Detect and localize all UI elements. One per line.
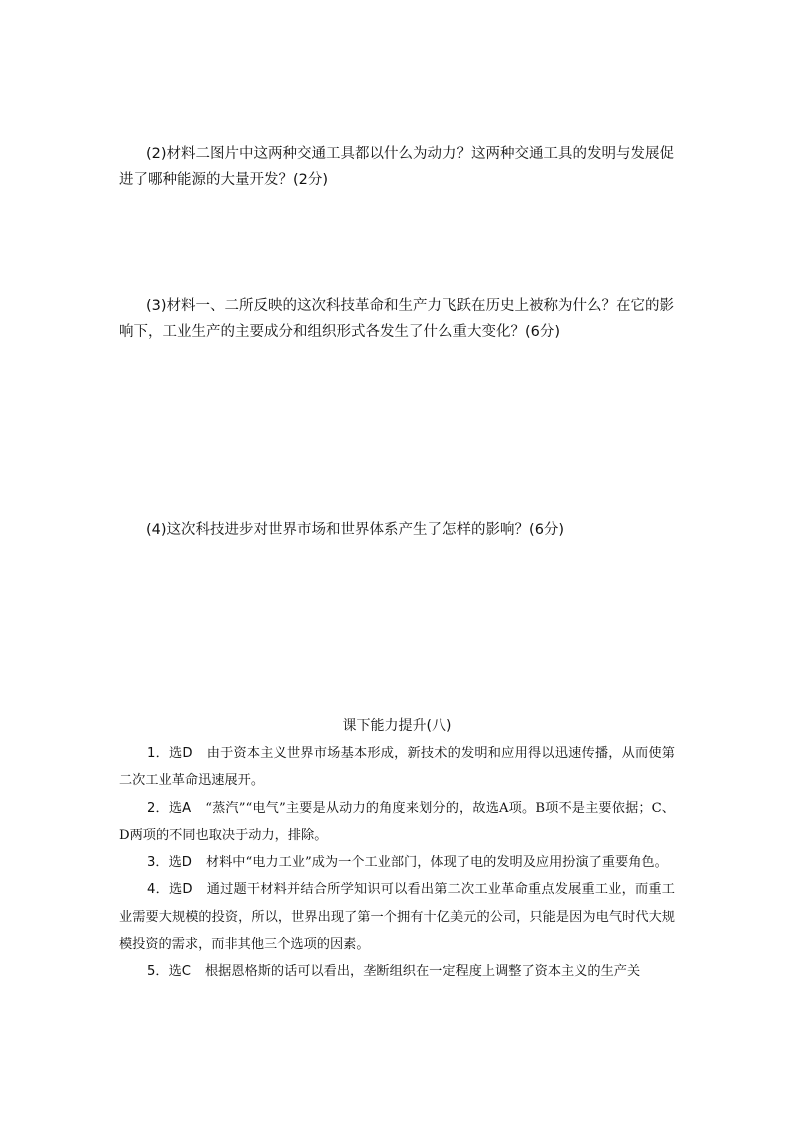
answer-text: 由于资本主义世界市场基本形成，新技术的发明和应用得以迅速传播，从而使第二次工业革命迅速展开。 [119, 746, 675, 789]
question-2: (2)材料二图片中这两种交通工具都以什么为动力？这两种交通工具的发明与发展促进了哪种能源的大量开发？(2分) [119, 146, 675, 188]
answer-choice: 3．选D [147, 855, 192, 871]
answer-item-3 [119, 849, 675, 876]
answer-text: “蒸汽”“电气”主要是从动力的角度来划分的，故选A项。B项不是主要依据；C、D两项的不同也取决于动力，排除。 [119, 800, 675, 843]
answer-text: 通过题干材料并结合所学知识可以看出第二次工业革命重点发展重工业，而重工业需要大规模的投资，所以，世界出现了第一个拥有十亿美元的公司，只能是因为电气时代大规模投资的需求，而非其他三个选项的因素。 [119, 882, 675, 953]
question-3: (3)材料一、二所反映的这次科技革命和生产力飞跃在历史上被称为什么？在它的影响下，工业生产的主要成分和组织形式各发生了什么重大变化？(6分) [119, 298, 675, 340]
answer-item-2 [119, 795, 675, 850]
answer-item-4 [119, 876, 675, 958]
answer-choice: 1．选D [147, 746, 193, 761]
answer-text: 材料中“电力工业”成为一个工业部门，体现了电的发明及应用扮演了重要角色。 [205, 855, 668, 871]
answer-choice: 2．选A [147, 800, 192, 816]
answers-title: 课下能力提升(八) [342, 718, 452, 734]
answer-choice: 5．选C [147, 964, 191, 980]
answer-item-1 [119, 740, 675, 795]
answers-list [119, 740, 675, 986]
answer-item-5 [119, 958, 675, 985]
answer-choice: 4．选D [147, 882, 193, 898]
answer-text: 根据恩格斯的话可以看出，垄断组织在一定程度上调整了资本主义的生产关 [204, 964, 641, 980]
question-4: (4)这次科技进步对世界市场和世界体系产生了怎样的影响？(6分) [146, 522, 565, 538]
